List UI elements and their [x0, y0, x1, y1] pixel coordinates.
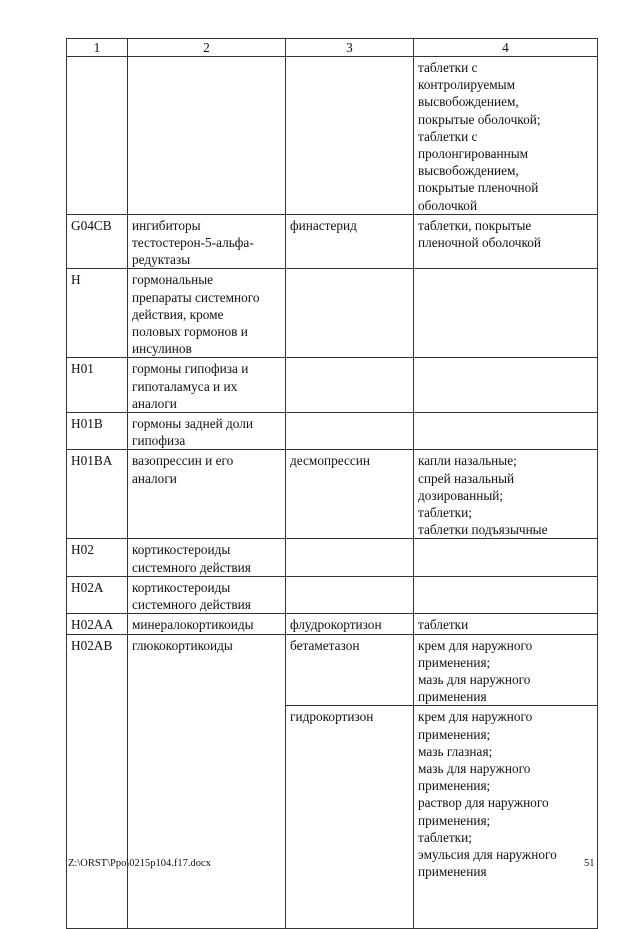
atc-code-cell: H01	[67, 358, 128, 413]
dosage-forms-cell	[414, 539, 598, 576]
cell-line: гипофиза	[132, 433, 186, 449]
cell-line: тестостерон-5-альфа-	[132, 235, 254, 251]
cell-line: покрытые пленочной	[418, 180, 539, 196]
group-name-cell	[128, 413, 286, 450]
cell-line: крем для наружного	[418, 637, 533, 653]
table-row	[67, 634, 598, 706]
table-row	[67, 539, 598, 576]
cell-line: мазь для наружного	[418, 760, 531, 776]
cell-line: вазопрессин и его	[132, 453, 234, 469]
cell-line: ингибиторы	[132, 217, 201, 233]
dosage-forms-cell	[414, 269, 598, 358]
dosage-forms-cell	[414, 576, 598, 613]
drug-name-cell: флудрокортизон	[286, 614, 414, 634]
cell-line: таблетки;	[418, 829, 472, 845]
cell-line: таблетки с	[418, 60, 478, 75]
cell-line: аналоги	[132, 470, 177, 486]
table-row	[67, 358, 598, 413]
drug-name-cell	[286, 358, 414, 413]
cell-line: кортикостероиды	[132, 579, 231, 595]
group-name-cell	[128, 269, 286, 358]
cell-line: таблетки с	[418, 128, 478, 144]
drug-name-cell	[286, 57, 414, 215]
table-row	[67, 214, 598, 269]
drug-name-cell	[286, 576, 414, 613]
table-row	[67, 614, 598, 634]
atc-code-cell: H02AB	[67, 634, 128, 929]
dosage-forms-cell	[414, 413, 598, 450]
drug-name-cell	[286, 269, 414, 358]
cell-line: применения	[418, 864, 487, 880]
dosage-forms-cell	[414, 214, 598, 269]
cell-line: таблетки, покрытые	[418, 217, 532, 233]
dosage-forms-clip	[418, 708, 593, 928]
drug-name-cell: десмопрессин	[286, 450, 414, 539]
cell-line: мазь для наружного	[418, 671, 531, 687]
atc-code-cell: H01BA	[67, 450, 128, 539]
atc-code-cell: H02	[67, 539, 128, 576]
cell-line: действия, кроме	[132, 306, 224, 322]
footer-file-path: Z:\ORST\Ppo\0215p104.f17.docx	[68, 858, 211, 869]
cell-line: высвобождением,	[418, 94, 519, 110]
dosage-forms-cell	[414, 614, 598, 634]
cell-line: препараты системного	[132, 289, 260, 305]
cell-line: гормоны задней доли	[132, 416, 254, 432]
cell-line: спрей назальный	[418, 470, 515, 486]
cell-line: применения;	[418, 812, 491, 828]
cell-line: пролонгированным	[418, 146, 529, 162]
group-name-cell	[128, 634, 286, 929]
cell-line: редуктазы	[132, 252, 191, 268]
drug-name-cell: финастерид	[286, 214, 414, 269]
cell-line: покрытые оболочкой;	[418, 111, 541, 127]
column-header: 2	[128, 39, 286, 57]
table-row	[67, 450, 598, 539]
cell-line: раствор для наружного	[418, 795, 549, 811]
cell-line: высвобождением,	[418, 163, 519, 179]
atc-code-cell: H	[67, 269, 128, 358]
cell-line: пленочной оболочкой	[418, 235, 542, 251]
dosage-forms-cell	[414, 634, 598, 706]
group-name-cell	[128, 576, 286, 613]
cell-line: дозированный;	[418, 487, 504, 503]
cell-line: эмульсия для наружного	[418, 846, 557, 862]
drug-name-cell: бетаметазон	[286, 634, 414, 706]
group-name-cell	[128, 450, 286, 539]
cell-line: системного действия	[132, 559, 251, 575]
table-body	[67, 57, 598, 929]
dosage-forms-cell	[414, 450, 598, 539]
atc-code-cell	[67, 57, 128, 215]
atc-code-cell: H02A	[67, 576, 128, 613]
cell-line: таблетки;	[418, 505, 472, 521]
cell-line: крем для наружного	[418, 709, 533, 725]
cell-line: применения;	[418, 726, 491, 742]
table-row	[67, 576, 598, 613]
atc-code-cell: G04CB	[67, 214, 128, 269]
cell-line: применения;	[418, 654, 491, 670]
dosage-forms-cell	[414, 706, 598, 929]
cell-line: оболочкой	[418, 197, 478, 213]
cell-line: применения	[418, 689, 487, 705]
cell-line: системного действия	[132, 597, 251, 613]
cell-line: кортикостероиды	[132, 542, 231, 558]
drug-table	[66, 38, 598, 929]
cell-line: инсулинов	[132, 341, 192, 357]
footer-page-number: 51	[584, 858, 595, 869]
column-header: 4	[414, 39, 598, 57]
atc-code-cell: H02AA	[67, 614, 128, 634]
cell-line: половых гормонов и	[132, 324, 248, 340]
table-row	[67, 269, 598, 358]
column-header: 3	[286, 39, 414, 57]
atc-code-cell: H01B	[67, 413, 128, 450]
cell-line: глюкокортикоиды	[132, 637, 233, 653]
group-name-cell	[128, 214, 286, 269]
drug-name-cell	[286, 413, 414, 450]
cell-line: мазь глазная;	[418, 743, 493, 759]
table-header-row	[67, 39, 598, 57]
group-name-cell	[128, 57, 286, 215]
drug-name-cell	[286, 539, 414, 576]
cell-line: применения;	[418, 778, 491, 794]
cell-line: таблетки	[418, 617, 469, 633]
cell-line: аналоги	[132, 395, 177, 411]
dosage-forms-cell	[414, 358, 598, 413]
group-name-cell	[128, 614, 286, 634]
cell-line: контролируемым	[418, 77, 516, 93]
cell-line: гормоны гипофиза и	[132, 361, 249, 377]
table-row	[67, 413, 598, 450]
table-row	[67, 57, 598, 215]
drug-name-cell: гидрокортизон	[286, 706, 414, 929]
cell-line: гормональные	[132, 272, 214, 288]
dosage-forms-cell	[414, 57, 598, 215]
cell-line: таблетки подъязычные	[418, 522, 548, 538]
cell-line: минералокортикоиды	[132, 617, 254, 633]
column-header: 1	[67, 39, 128, 57]
cell-line: капли назальные;	[418, 453, 517, 469]
cell-line: гипоталамуса и их	[132, 378, 238, 394]
group-name-cell	[128, 539, 286, 576]
group-name-cell	[128, 358, 286, 413]
